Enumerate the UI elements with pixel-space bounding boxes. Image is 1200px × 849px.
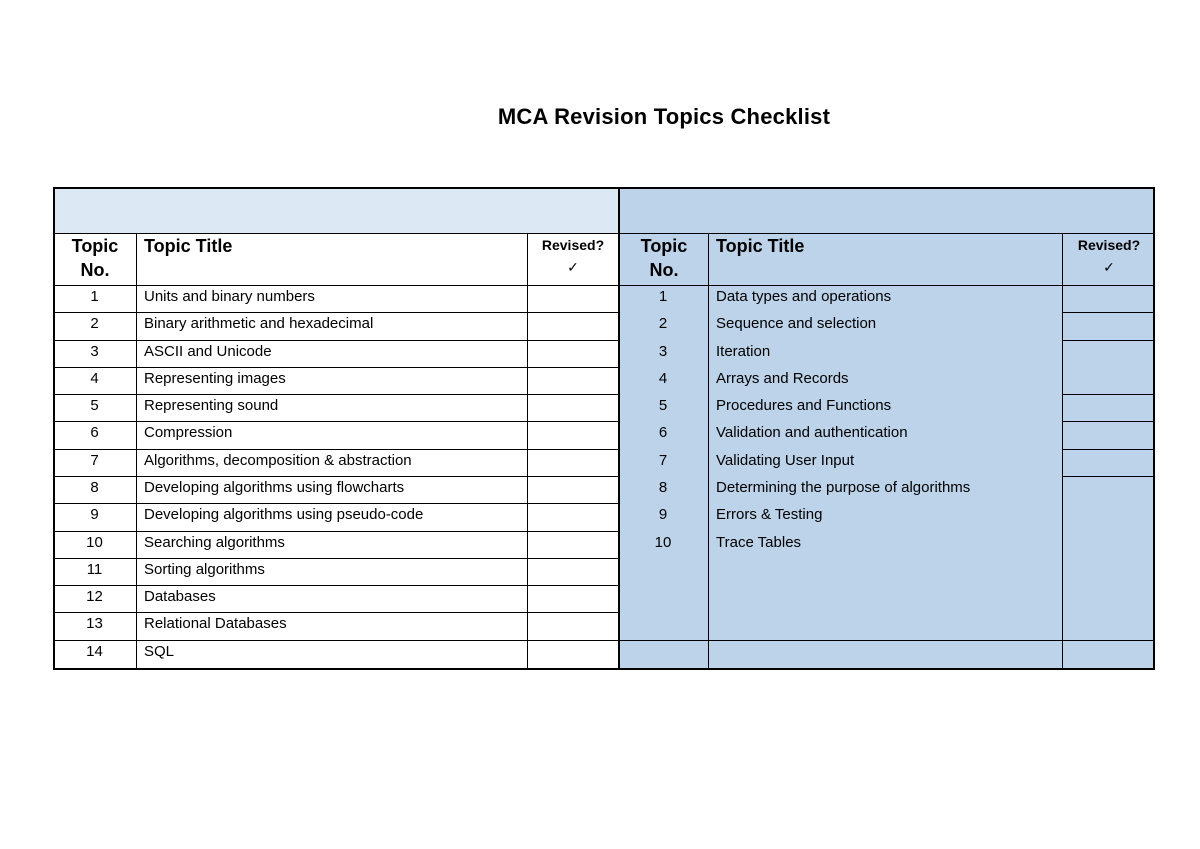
left-topic-number: 12 [86,588,103,605]
left-revised-checkbox[interactable] [529,587,615,610]
grid-line-horizontal [1062,340,1154,341]
left-topic-number: 6 [90,424,99,441]
page-title: MCA Revision Topics Checklist [497,104,831,129]
left-topic-number: 7 [90,452,99,469]
right-revised-checkbox[interactable] [1064,287,1150,310]
left-topic-title: Representing sound [144,397,279,414]
grid-line-vertical [136,233,137,670]
left-topic-title: Sorting algorithms [144,561,265,578]
right-topic-title: Iteration [716,343,771,360]
right-revised-checkbox[interactable] [1064,451,1150,474]
grid-line-horizontal [53,312,619,313]
grid-line-horizontal [53,421,619,422]
left-revised-checkbox[interactable] [529,614,615,637]
left-topic-number: 2 [90,315,99,332]
left-topic-title: Databases [144,588,216,605]
left-topic-number: 14 [86,643,103,660]
right-header-revised [1064,234,1154,278]
right-topic-number: 10 [654,534,672,551]
left-revised-checkbox[interactable] [529,369,615,392]
left-topic-number: 10 [86,534,103,551]
grid-line-horizontal [53,187,1154,189]
left-revised-checkbox[interactable] [529,478,615,501]
right-revised-checkbox[interactable] [1064,533,1150,556]
right-revised-checkbox[interactable] [1064,314,1150,337]
left-topic-number: 3 [90,343,99,360]
right-topic-number: 7 [658,452,668,469]
grid-line-horizontal [53,449,619,450]
left-topic-title: Developing algorithms using pseudo-code [144,506,424,523]
right-topic-number: 9 [658,506,668,523]
left-topic-number: 4 [90,370,99,387]
left-revised-checkbox[interactable] [529,396,615,419]
left-topic-number: 9 [90,506,99,523]
grid-line-horizontal [53,340,619,341]
left-header-revised-label: Revised? [541,237,605,253]
right-topic-title: Sequence and selection [716,315,877,332]
left-topic-number: 5 [90,397,99,414]
left-banner-fill [53,187,618,233]
right-topic-title: Errors & Testing [716,506,823,523]
left-topic-number: 1 [90,288,99,305]
grid-line-horizontal [618,640,1154,641]
grid-line-horizontal [53,476,619,477]
grid-line-horizontal [53,640,619,641]
right-revised-checkbox[interactable] [1064,423,1150,446]
left-header-topic-line1: Topic [71,236,119,256]
grid-line-horizontal [53,612,619,613]
right-topic-title: Procedures and Functions [716,397,892,414]
right-revised-checkbox[interactable] [1064,342,1150,365]
left-revised-checkbox[interactable] [529,287,615,310]
grid-line-horizontal [53,558,619,559]
grid-line-horizontal [1062,312,1154,313]
left-topic-title: Algorithms, decomposition & abstraction [144,452,412,469]
grid-line-horizontal [1062,421,1154,422]
grid-line-horizontal [53,668,1154,670]
left-revised-checkbox[interactable] [529,642,615,665]
left-topic-title: Relational Databases [144,615,287,632]
right-topic-number: 2 [658,315,668,332]
right-topic-number: 5 [658,397,668,414]
grid-line-horizontal [53,367,619,368]
right-revised-checkbox[interactable] [1064,396,1150,419]
right-topic-number: 8 [658,479,668,496]
left-header-revised [528,234,618,278]
right-topic-number: 4 [658,370,668,387]
right-header-topic-line2: No. [649,260,679,280]
right-topic-title: Data types and operations [716,288,892,305]
grid-line-horizontal [53,585,619,586]
grid-line-horizontal [53,394,619,395]
left-topic-number: 11 [86,561,103,578]
right-header-topic-no [620,234,708,282]
left-header-topic-title: Topic Title [144,236,233,256]
grid-line-horizontal [1062,476,1154,477]
left-topic-title: Binary arithmetic and hexadecimal [144,315,374,332]
right-revised-checkbox[interactable] [1064,505,1150,528]
left-revised-checkbox[interactable] [529,451,615,474]
left-revised-checkbox[interactable] [529,505,615,528]
grid-line-horizontal [1062,449,1154,450]
right-revised-checkbox[interactable] [1064,369,1150,392]
right-topic-title: Arrays and Records [716,370,849,387]
left-topic-title: SQL [144,643,175,660]
grid-line-horizontal [53,531,619,532]
left-topic-number: 13 [86,615,103,632]
right-topic-number: 3 [658,343,668,360]
left-topic-number: 8 [90,479,99,496]
left-header-topic-no [54,234,136,282]
right-header-revised-label: Revised? [1077,237,1141,253]
left-revised-checkbox[interactable] [529,423,615,446]
left-revised-checkbox[interactable] [529,560,615,583]
grid-line-vertical [1062,233,1063,670]
right-topic-title: Determining the purpose of algorithms [716,479,971,496]
grid-line-vertical [708,233,709,670]
grid-line-vertical [527,233,528,670]
right-topic-number: 6 [658,424,668,441]
right-header-check-icon: ✓ [1103,259,1115,275]
left-header-check-icon: ✓ [567,259,579,275]
left-topic-title: Searching algorithms [144,534,285,551]
grid-line-horizontal [53,285,1154,286]
left-topic-title: Representing images [144,370,286,387]
left-revised-checkbox[interactable] [529,533,615,556]
left-topic-title: ASCII and Unicode [144,343,272,360]
right-topic-title: Validation and authentication [716,424,908,441]
grid-line-horizontal [1062,394,1154,395]
left-topic-title: Developing algorithms using flowcharts [144,479,405,496]
left-topic-title: Compression [144,424,233,441]
left-revised-checkbox[interactable] [529,314,615,337]
right-revised-checkbox[interactable] [1064,478,1150,501]
left-revised-checkbox[interactable] [529,342,615,365]
left-header-topic-line2: No. [80,260,110,280]
left-topic-title: Units and binary numbers [144,288,315,305]
right-topic-title: Validating User Input [716,452,855,469]
right-topic-title: Trace Tables [716,534,802,551]
right-topic-number: 1 [658,288,668,305]
right-header-topic-title: Topic Title [716,236,805,256]
grid-line-horizontal [53,503,619,504]
right-header-topic-line1: Topic [640,236,688,256]
